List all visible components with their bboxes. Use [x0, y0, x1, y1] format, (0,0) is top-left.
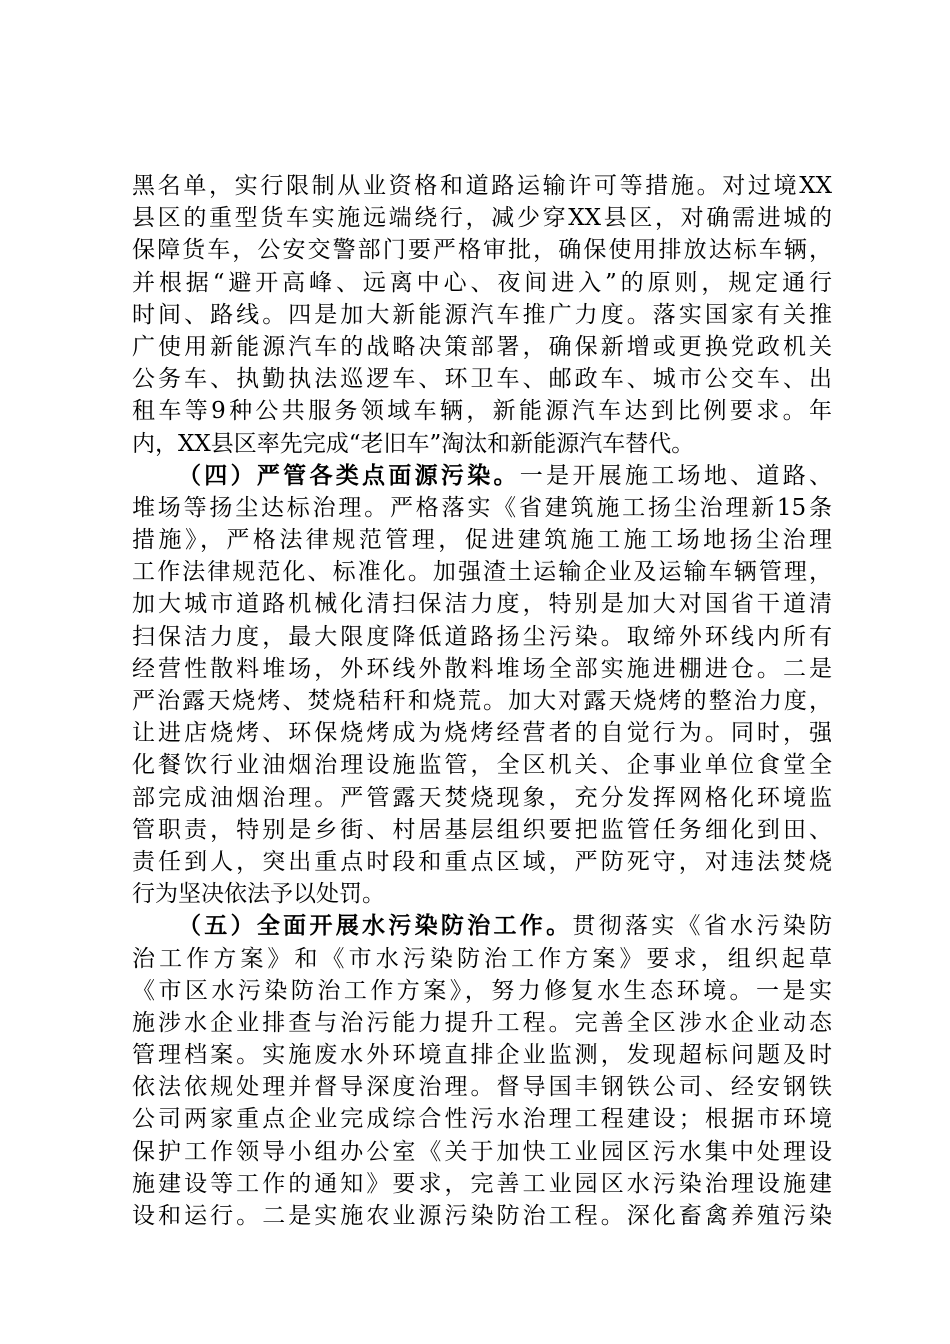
- text-line: 租车等9种公共服务领域车辆，新能源汽车达到比例要求。年: [132, 398, 832, 425]
- text-line: 公务车、执勤执法巡逻车、环卫车、邮政车、城市公交车、出: [132, 366, 832, 393]
- text-line: 措施》，严格法律规范管理，促进建筑施工施工场地扬尘治理: [132, 527, 832, 554]
- text-line: 行为坚决依法予以处罚。: [132, 881, 385, 908]
- text-line: 管职责，特别是乡街、村居基层组织要把监管任务细化到田、: [132, 816, 832, 843]
- text-line: 依法依规处理并督导深度治理。督导国丰钢铁公司、经安钢铁: [132, 1074, 832, 1101]
- text-line: 治工作方案》和《市水污染防治工作方案》要求，组织起草: [132, 945, 832, 972]
- paragraph-point-source-pollution: [132, 460, 832, 911]
- text-line: 经营性散料堆场，外环线外散料堆场全部实施进棚进仓。二是: [132, 655, 832, 682]
- text-run: 贯彻落实《省水污染防: [572, 913, 832, 940]
- section-heading: （四）严管各类点面源污染。: [178, 462, 520, 489]
- text-line: 《市区水污染防治工作方案》，努力修复水生态环境。一是实: [132, 977, 832, 1004]
- text-line: 并根据“避开高峰、远离中心、夜间进入”的原则，规定通行: [132, 269, 832, 296]
- text-line: 堆场等扬尘达标治理。严格落实《省建筑施工扬尘治理新15条: [132, 494, 832, 521]
- text-line: 县区的重型货车实施远端绕行，减少穿XX县区，对确需进城的: [132, 205, 832, 232]
- text-line: 让进店烧烤、环保烧烤成为烧烤经营者的自觉行为。同时，强: [132, 720, 832, 747]
- text-line: 内，XX县区率先完成“老旧车”淘汰和新能源汽车替代。: [132, 430, 695, 457]
- text-line: 时间、路线。四是加大新能源汽车推广力度。落实国家有关推: [132, 301, 832, 328]
- text-line: 施建设等工作的通知》要求，完善工业园区水污染治理设施建: [132, 1170, 832, 1197]
- paragraph-first-line: [132, 910, 832, 942]
- text-line: 部完成油烟治理。严管露天焚烧现象，充分发挥网格化环境监: [132, 784, 832, 811]
- text-line: 化餐饮行业油烟治理设施监管，全区机关、企事业单位食堂全: [132, 752, 832, 779]
- text-line: 广使用新能源汽车的战略决策部署，确保新增或更换党政机关: [132, 333, 832, 360]
- section-heading: （五）全面开展水污染防治工作。: [178, 913, 573, 940]
- text-run: 一是开展施工场地、道路、: [519, 462, 832, 489]
- text-line: 保障货车，公安交警部门要严格审批，确保使用排放达标车辆，: [132, 237, 832, 264]
- paragraph-vehicle-control: [132, 170, 832, 460]
- document-page: [132, 170, 832, 1232]
- text-line: 保护工作领导小组办公室《关于加快工业园区污水集中处理设: [132, 1138, 832, 1165]
- text-line: 设和运行。二是实施农业源污染防治工程。深化畜禽养殖污染: [132, 1203, 832, 1229]
- text-line: 公司两家重点企业完成综合性污水治理工程建设；根据市环境: [132, 1106, 832, 1133]
- text-line: 管理档案。实施废水外环境直排企业监测，发现超标问题及时: [132, 1042, 832, 1069]
- text-line: 责任到人，突出重点时段和重点区域，严防死守，对违法焚烧: [132, 848, 832, 875]
- text-line: 扫保洁力度，最大限度降低道路扬尘污染。取缔外环线内所有: [132, 623, 832, 650]
- text-line: 加大城市道路机械化清扫保洁力度，特别是加大对国省干道清: [132, 591, 832, 618]
- text-line: 施涉水企业排查与治污能力提升工程。完善全区涉水企业动态: [132, 1009, 832, 1036]
- paragraph-first-line: [132, 460, 832, 492]
- text-line: 工作法律规范化、标准化。加强渣土运输企业及运输车辆管理，: [132, 559, 832, 586]
- text-line: 黑名单，实行限制从业资格和道路运输许可等措施。对过境XX: [132, 173, 832, 199]
- text-line: 严治露天烧烤、焚烧秸秆和烧荒。加大对露天烧烤的整治力度，: [132, 688, 832, 714]
- paragraph-water-pollution: [132, 910, 832, 1232]
